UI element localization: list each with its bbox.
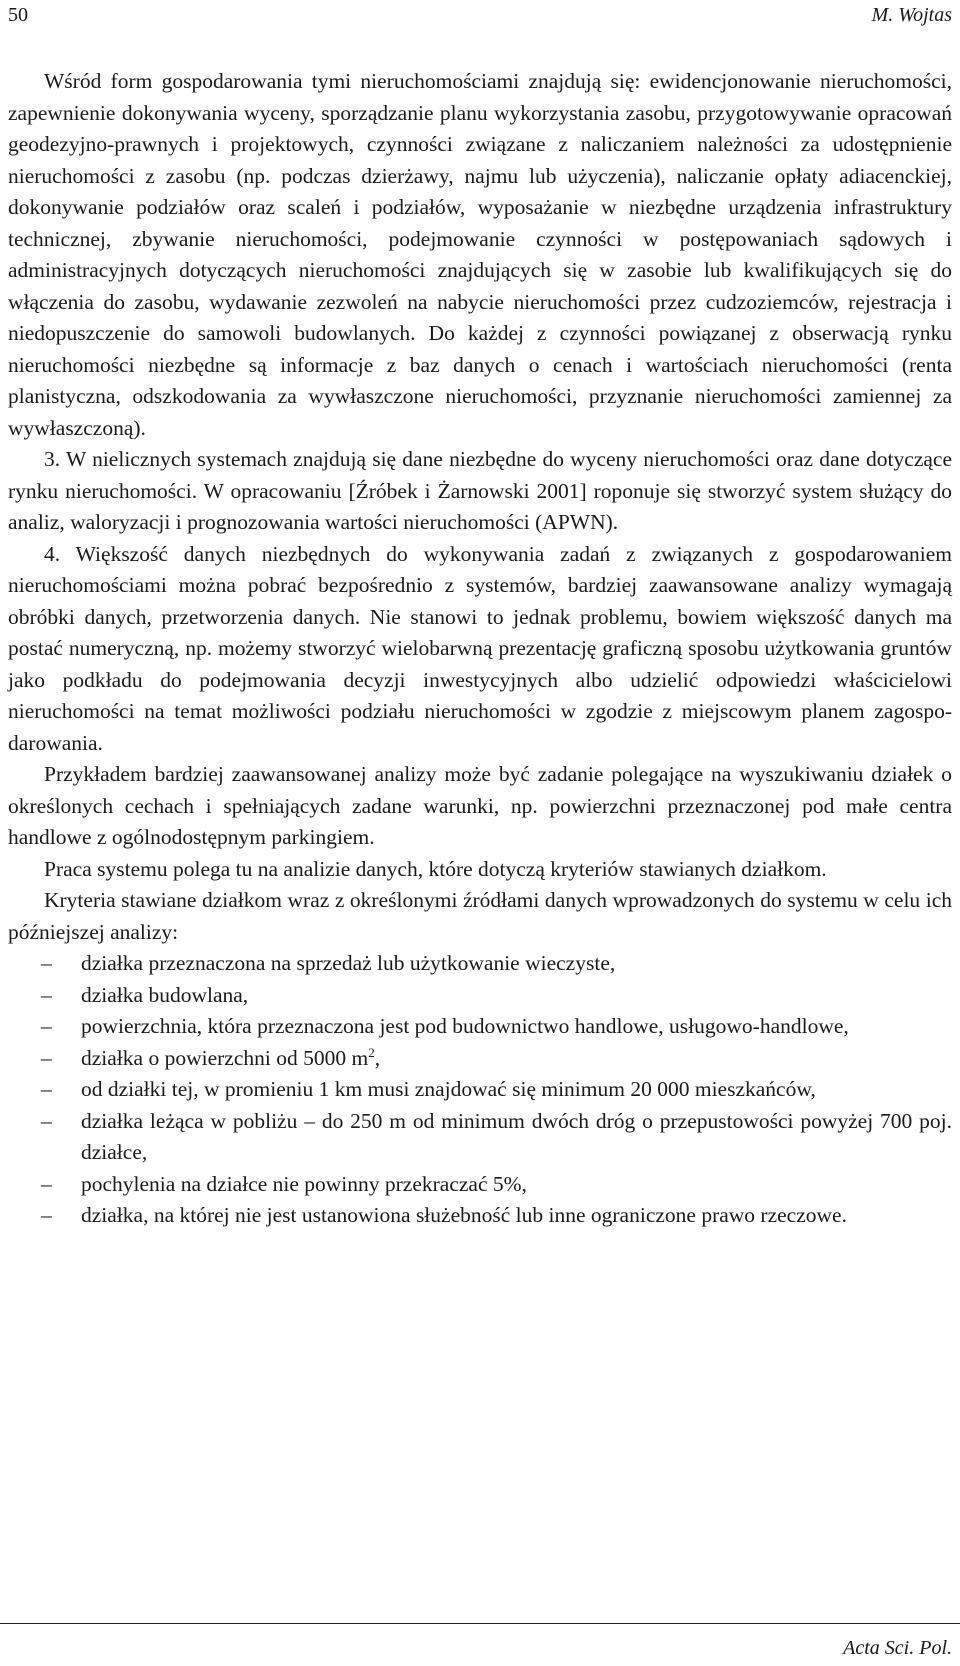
list-item-text: działka przeznaczona na sprzedaż lub użytkowanie wieczyste, [81,951,616,975]
list-item-text: od działki tej, w promieniu 1 km musi znajdować się minimum 20 000 mieszkańców, [81,1077,816,1101]
criteria-list [8,948,952,1232]
list-item-text: pochylenia na działce nie powinny przekraczać 5%, [81,1171,527,1196]
list-item [8,1169,952,1201]
list-item-text: działka o powierzchni od 5000 m [81,1045,369,1070]
list-item-punctuation: , [374,1045,381,1070]
list-item [8,1200,952,1232]
list-item [8,980,952,1012]
page-number: 50 [8,4,28,26]
list-item [8,948,952,980]
dash-marker: – [41,1077,52,1101]
list-item-text: działka budowlana, [81,982,249,1007]
footer-rule [0,1623,960,1624]
footer-journal-name: Acta Sci. Pol. [843,1637,952,1659]
paragraph-system-work: Praca systemu polega tu na analizie danych, które dotyczą kryteriów stawianych działkom. [44,856,827,881]
paragraph-point-4: 4. Większość danych niezbędnych do wykonywania zadań z związanych z gospodarowaniem nieruchomościami można pobrać bezpośrednio z systemów, bardziej zaawansowane analizy wymagają obróbki danych, przetworzenia danych. Nie stanowi to jednak problemu, bowiem większość danych ma postać numeryczną, np. możemy stworzyć wielobarwną prezentację graficzną sposobu użytkowania gruntów jako podkładu do podejmowania decyzji inwestycyjnych albo udzielić odpowiedzi właścicielowi nieruchomości na temat możliwości podziału nieruchomości w zgodzie z miejscowym planem zagospodarowania. [8,541,952,755]
list-item [8,1043,952,1075]
dash-marker: – [41,1014,52,1038]
paragraph-point-3: 3. W nielicznych systemach znajdują się dane niezbędne do wyceny nieruchomości oraz dane dotyczące rynku nieruchomości. W opracowaniu [Źróbek i Żarnowski 2001] roponuje się stworzyć system służący do analiz, waloryzacji i prognozowania wartości nieruchomości (APWN). [8,447,952,534]
list-item [8,1074,952,1106]
superscript-exponent: 2 [368,1044,375,1060]
running-author: M. Wojtas [871,4,952,26]
paragraph-forms-of-management: Wśród form gospodarowania tymi nieruchomościami znajdują się: ewidencjonowanie nieruchomości, zapewnienie dokonywania wyceny, sporządzanie planu wykorzystania zasobu, przygotowywanie opracowań geodezyjno-prawnych i projektowych, czynności związane z naliczaniem należności za udostępnienie nieruchomości z zasobu (np. podczas dzierżawy, najmu lub użyczenia), naliczanie opłaty adiacenckiej, dokonywanie podziałów oraz scaleń i podziałów, wyposażanie w niezbędne urządzenia infrastruktury technicznej, zbywanie nieruchomości, podejmowanie czynności w postępowaniach sądowych i administracyjnych dotyczących nieruchomości znajdujących się w zasobie lub kwalifikujących się do włączenia do zasobu, wydawanie zezwoleń na nabycie nieruchomości przez cudzoziemców, rejestracja i niedopuszczenie do samowoli budowlanych. Do każdej z czynności powiązanej z obserwacją rynku nieruchomości niezbędne są informacje z baz danych o cenach i wartościach nieruchomości (renta planistyczna, odszkodowania za wywłaszczone nieruchomości, przyznanie nieruchomości zamiennej za wywłaszczoną). [8,69,952,440]
dash-marker: – [41,1203,52,1227]
dash-marker: – [41,951,52,975]
dash-marker: – [41,1045,52,1070]
dash-marker: – [41,1171,52,1196]
body-text [8,66,952,1232]
list-item-text: działka, na której nie jest ustanowiona służebność lub inne ograniczone prawo rzeczowe. [81,1203,847,1227]
list-item-text: powierzchnia, która przeznaczona jest pod budownictwo handlowe, usługowo-handlowe, [81,1014,849,1038]
list-item [8,1106,952,1169]
dash-marker: – [41,1108,52,1133]
running-header [8,0,952,30]
paragraph-criteria-intro: Kryteria stawiane działkom wraz z określonymi źródłami danych wprowadzonych do systemu w celu ich późniejszej analizy: [8,888,952,944]
paragraph-advanced-analysis: Przykładem bardziej zaawansowanej analizy może być zadanie polegające na wyszukiwaniu działek o określonych cechach i spełniających zadane warunki, np. powierzchni przeznaczonej pod małe centra handlowe z ogólnodostępnym parkingiem. [8,762,952,849]
dash-marker: – [41,982,52,1007]
list-item [8,1011,952,1043]
list-item-text: działka leżąca w pobliżu – do 250 m od minimum dwóch dróg o przepustowości powyżej 700 poj. działce, [81,1108,952,1164]
